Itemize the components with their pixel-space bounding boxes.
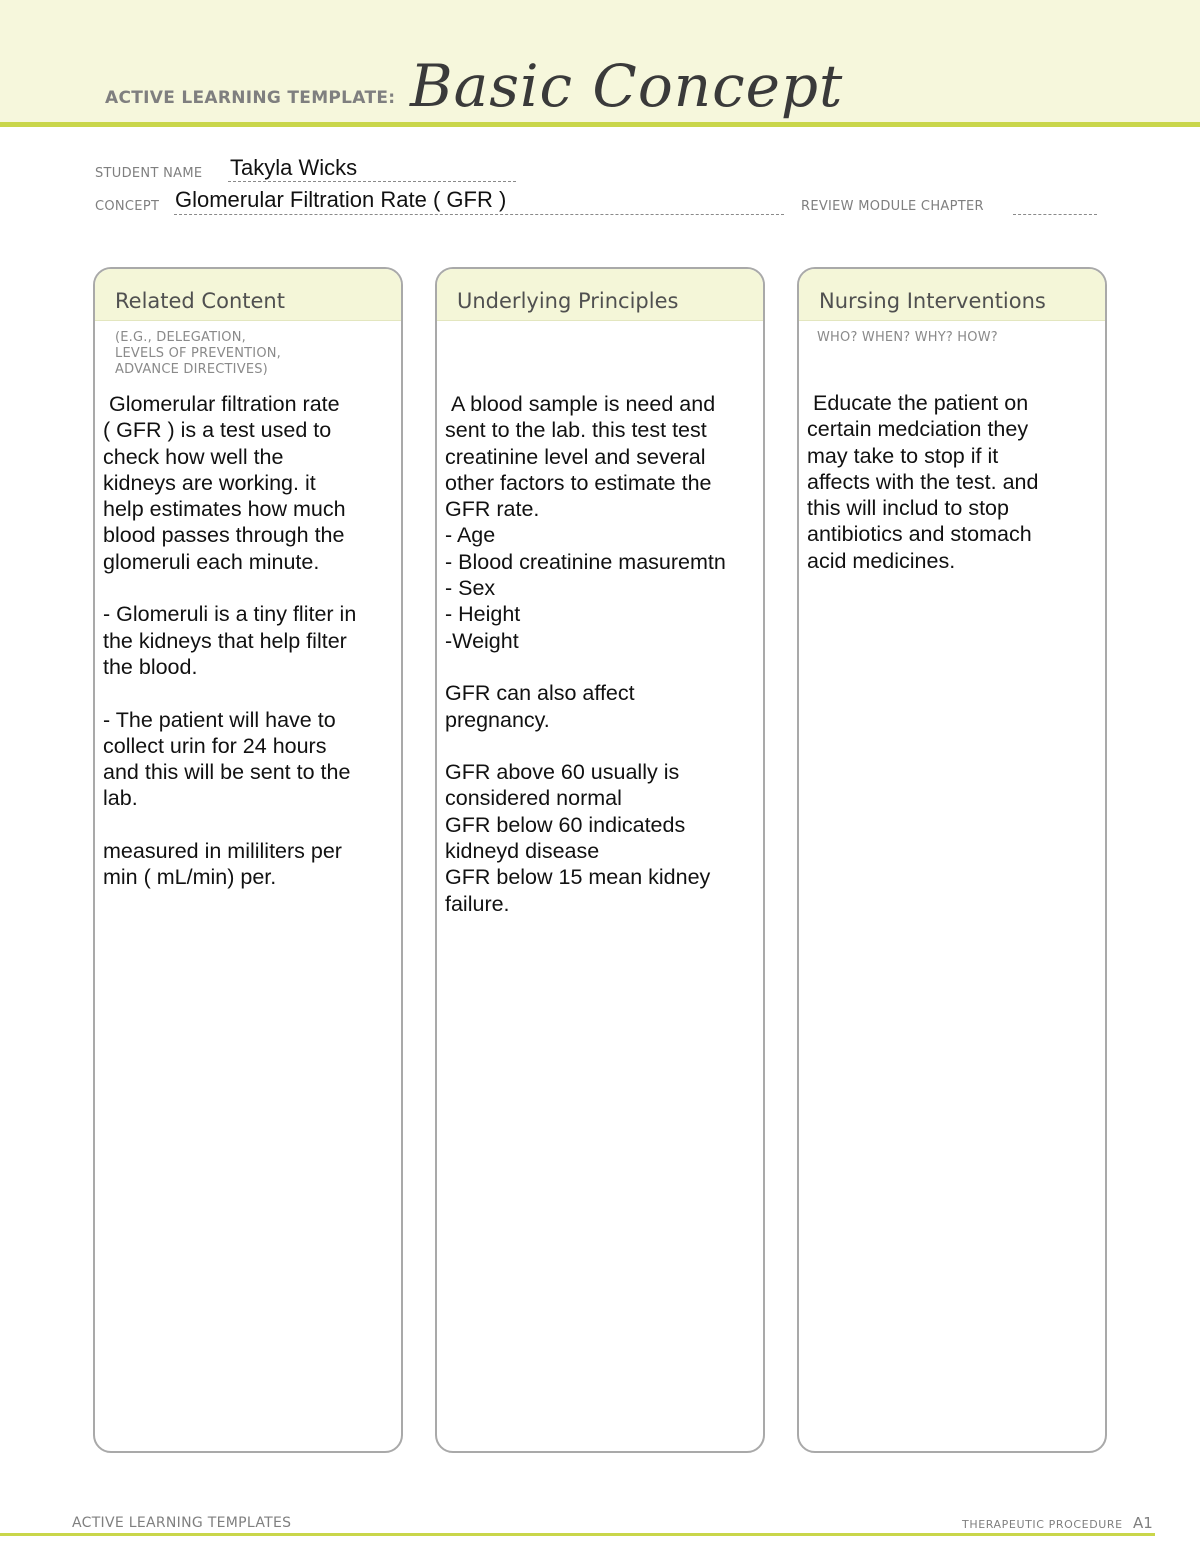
nursing-interventions-panel xyxy=(797,267,1107,1453)
underlying-principles-title: Underlying Principles xyxy=(457,289,679,313)
nursing-interventions-text[interactable]: Educate the patient on certain medciation they may take to stop if it affects with the test. and this will includ to stop antibiotics and stomach acid medicines. xyxy=(807,391,1039,573)
concept-label: CONCEPT xyxy=(95,199,160,214)
template-label: ACTIVE LEARNING TEMPLATE: xyxy=(105,88,396,108)
underlying-principles-panel xyxy=(435,267,765,1453)
concept-underline xyxy=(174,214,784,215)
student-name-field[interactable]: Takyla Wicks xyxy=(230,155,358,180)
concept-field[interactable]: Glomerular Filtration Rate ( GFR ) xyxy=(175,187,507,212)
review-module-label: REVIEW MODULE CHAPTER xyxy=(801,199,984,214)
related-content-header xyxy=(95,269,401,321)
related-content-subtitle: (E.G., DELEGATION, LEVELS OF PREVENTION, ADVANCE DIRECTIVES) xyxy=(115,330,282,377)
nursing-interventions-title: Nursing Interventions xyxy=(819,289,1046,313)
related-content-panel xyxy=(93,267,403,1453)
nursing-interventions-header xyxy=(799,269,1105,321)
nursing-interventions-subtitle: WHO? WHEN? WHY? HOW? xyxy=(817,330,998,345)
related-content-text[interactable]: Glomerular filtration rate ( GFR ) is a test used to check how well the kidneys are working. it help estimates how much blood passes through the glomeruli each minute. - Glomeruli is a tiny fliter in the kidneys that help filter the blood. - The patient will have to collect urin for 24 hours and this will be sent to the lab. measured in mililiters per min ( mL/min) per. xyxy=(103,392,357,890)
related-content-title: Related Content xyxy=(115,289,285,313)
footer-rule xyxy=(0,1533,1155,1536)
underlying-principles-text[interactable]: A blood sample is need and sent to the lab. this test test creatinine level and several other factors to estimate the GFR rate. - Age - Blood creatinine masuremtn - Sex - Height -Weight GFR can also affect pregnancy. GFR above 60 usually is considered normal GFR below 60 indicateds kidneyd disease GFR below 15 mean kidney failure. xyxy=(445,392,726,916)
footer-right-label: THERAPEUTIC PROCEDURE xyxy=(962,1518,1123,1531)
student-name-label: STUDENT NAME xyxy=(95,166,203,181)
footer-left-label: ACTIVE LEARNING TEMPLATES xyxy=(72,1515,292,1531)
review-module-underline xyxy=(1013,214,1097,215)
student-name-underline xyxy=(228,181,516,182)
template-title: Basic Concept xyxy=(410,52,844,120)
footer-page-code: A1 xyxy=(1133,1514,1153,1532)
header-rule xyxy=(0,122,1200,127)
underlying-principles-header xyxy=(437,269,763,321)
